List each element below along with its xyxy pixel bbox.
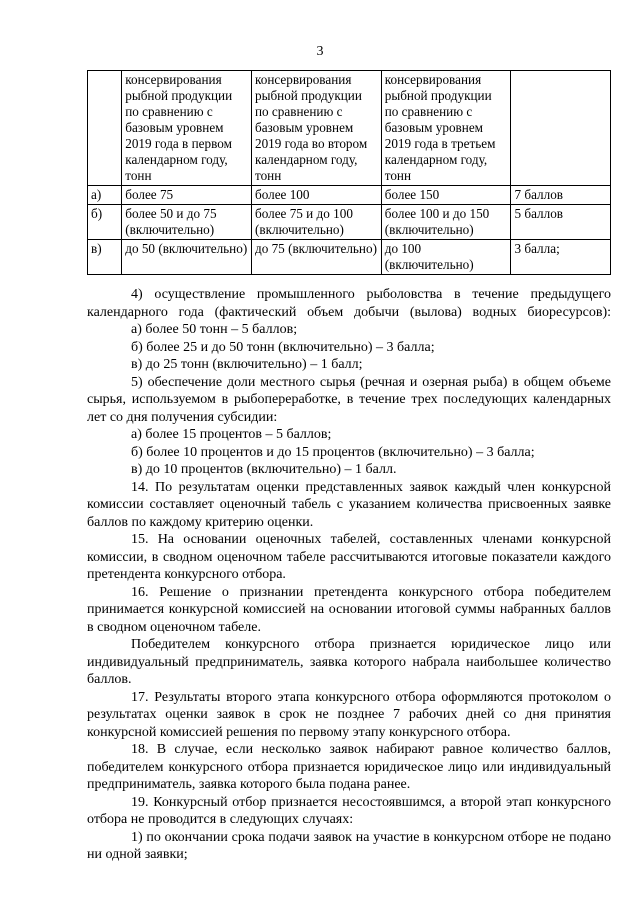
table-cell: консервирования рыбной продукции по сравнению с базовым уровнем 2019 года в первом календарном году, тонн (122, 71, 252, 186)
table-cell: б) (88, 205, 122, 240)
paragraph: 16. Решение о признании претендента конкурсного отбора победителем принимается конкурсной комиссией на основании итоговой суммы набранных баллов в сводном оценочном табеле. (87, 584, 611, 635)
paragraph: в) до 25 тонн (включительно) – 1 балл; (131, 357, 363, 372)
table-cell: до 75 (включительно) (251, 240, 381, 275)
table-cell: до 100 (включительно) (381, 240, 511, 275)
criteria-table (87, 70, 611, 275)
paragraph: 4) осуществление промышленного рыболовства в течение предыдущего календарного года (фактический объем добычи (вылова) водных биоресурсов): (87, 287, 611, 320)
table-cell: 7 баллов (511, 186, 611, 205)
table-cell (88, 71, 122, 186)
paragraph: б) более 25 и до 50 тонн (включительно) – 3 балла; (131, 339, 435, 355)
paragraph: б) более 10 процентов и до 15 процентов (включительно) – 3 балла; (131, 444, 535, 460)
paragraph: 19. Конкурсный отбор признается несостоявшимся, а второй этап конкурсного отбора не проводится в следующих случаях: (87, 794, 611, 827)
table-cell: 3 балла; (511, 240, 611, 275)
table-row (88, 240, 611, 275)
table-cell: более 75 и до 100 (включительно) (251, 205, 381, 240)
table-cell: а) (88, 186, 122, 205)
paragraph: 18. В случае, если несколько заявок набирают равное количество баллов, победителем конкурсного отбора признается юридическое лицо или индивидуальный предприниматель, заявка которого была подана ранее. (87, 742, 611, 792)
paragraph: Победителем конкурсного отбора признается юридическое лицо или индивидуальный предприниматель, заявка которого набрала наибольшее количество баллов. (87, 637, 611, 687)
table-cell: более 100 (251, 186, 381, 205)
table-cell: до 50 (включительно) (122, 240, 252, 275)
table-cell (511, 71, 611, 186)
table-cell: более 50 и до 75 (включительно) (122, 205, 252, 240)
table-cell: консервирования рыбной продукции по сравнению с базовым уровнем 2019 года во втором календарном году, тонн (251, 71, 381, 186)
table-cell: более 75 (122, 186, 252, 205)
table-cell: консервирования рыбной продукции по сравнению с базовым уровнем 2019 года в третьем календарном году, тонн (381, 71, 511, 186)
table-row (88, 205, 611, 240)
paragraph: 1) по окончании срока подачи заявок на участие в конкурсном отборе не подано ни одной заявки; (87, 829, 611, 862)
page-number: 3 (316, 44, 324, 59)
document-body (87, 286, 611, 864)
paragraph: а) более 15 процентов – 5 баллов; (131, 427, 332, 442)
paragraph: 15. На основании оценочных табелей, составленных членами конкурсной комиссии, в сводном оценочном табеле рассчитываются итоговые показатели каждого претендента конкурсного отбора. (87, 532, 611, 582)
paragraph: а) более 50 тонн – 5 баллов; (131, 322, 298, 337)
paragraph: в) до 10 процентов (включительно) – 1 балл. (131, 462, 397, 477)
table-cell: в) (88, 240, 122, 275)
table-cell: более 100 и до 150 (включительно) (381, 205, 511, 240)
table-cell: более 150 (381, 186, 511, 205)
paragraph: 14. По результатам оценки представленных заявок каждый член конкурсной комиссии составляет оценочный табель с указанием количества присвоенных заявке баллов по каждому критерию оценки. (87, 479, 611, 530)
table-header-row (88, 71, 611, 186)
table-cell: 5 баллов (511, 205, 611, 240)
paragraph: 17. Результаты второго этапа конкурсного отбора оформляются протоколом о результатах оценки заявок в срок не позднее 7 рабочих дней со дня принятия конкурсной комиссией решения по первому этапу конкурсного отбора. (87, 689, 611, 740)
paragraph: 5) обеспечение доли местного сырья (речная и озерная рыба) в общем объеме сырья, используемом в рыбопереработке, в течение трех последующих календарных лет со дня получения субсидии: (87, 374, 611, 425)
table-row (88, 186, 611, 205)
